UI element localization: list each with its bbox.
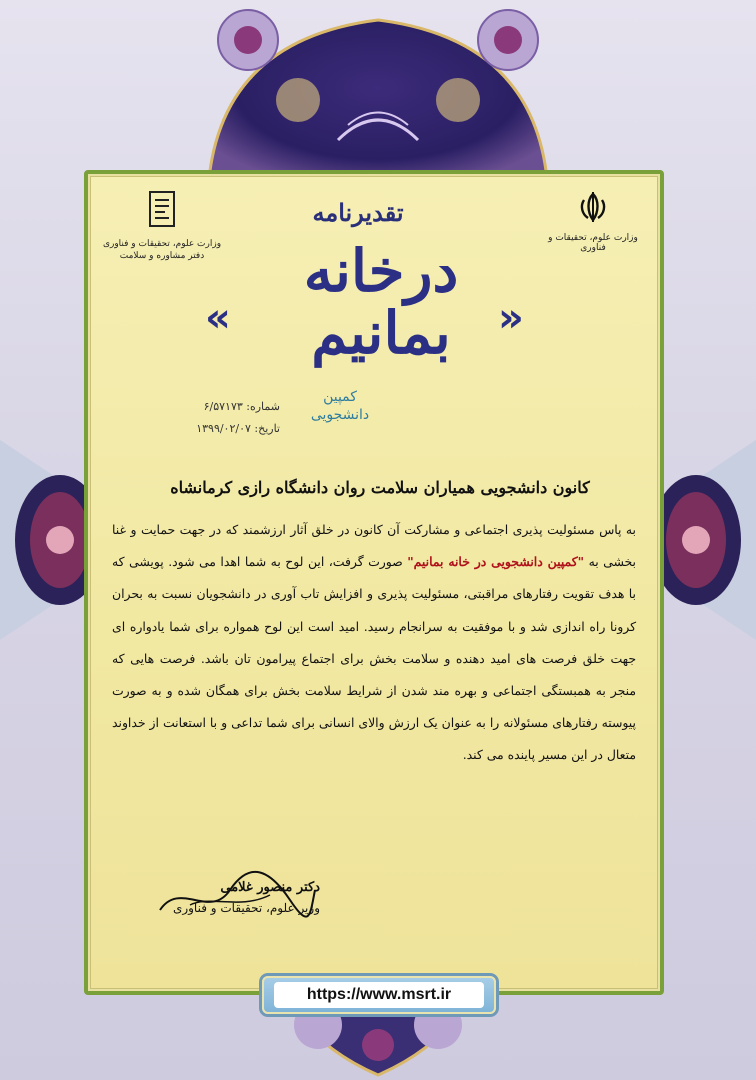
right-guillemet-icon: » — [498, 295, 524, 341]
campaign-label — [285, 388, 395, 424]
signatory-role: وزیر علوم، تحقیقات و فناوری — [172, 901, 320, 915]
letter-body — [112, 514, 636, 772]
iran-emblem-icon — [576, 190, 610, 224]
left-office-name: دفتر مشاوره و سلامت — [119, 251, 205, 261]
website-banner — [262, 976, 496, 1014]
body-text-part1: به پاس مسئولیت پذیری اجتماعی و مشارکت آن کانون در خلق آثار ارزشمند که در جهت حمایت و غنا بخشی به — [112, 522, 637, 570]
campaign-main-title: درخانه بمانیم — [303, 237, 459, 367]
signatory-name: دکتر منصور غلامی — [220, 880, 320, 895]
right-ministry-name: وزارت علوم، تحقیقات و فناوری — [548, 233, 638, 253]
health-office-logo-icon — [147, 190, 177, 230]
recipient-line: کانون دانشجویی همیاران سلامت روان دانشگاه رازی کرمانشاه — [170, 478, 590, 497]
letter-number: شماره: ۶/۵۷۱۷۳ — [203, 400, 280, 413]
campaign-label-line2: دانشجویی — [310, 407, 370, 423]
left-ministry-name: وزارت علوم، تحقیقات و فناوری — [102, 239, 222, 249]
left-guillemet-icon: « — [205, 295, 231, 341]
letter-meta — [160, 396, 280, 440]
header-right-block — [538, 190, 648, 253]
body-campaign-highlight: "کمپین دانشجویی در خانه بمانیم" — [407, 554, 585, 570]
certificate-tagline: تقدیرنامه — [312, 198, 404, 227]
body-text-part2: صورت گرفت، این لوح به شما اهدا می شود. پویشی که با هدف تقویت رفتارهای مراقبتی، مسئولیت پذیری و افزایش تاب آوری در دانشجویان نسبت به بحران کرونا راه اندازی شد و با موفقیت به سرانجام رسید. امید است این لوح همواره برای شما یادواره ای جهت خلق فرصت های امید دهنده و سلامت بخش برای اجتماع پیرامون تان باشد. فرصت هایی که منجر به همبستگی اجتماعی و بهره مند شدن از شرایط سلامت بخش برای همگان شده و به صورت پیوسته رفتارهای مسئولانه را به عنوان یک ارزش والای انسانی برای شما تداعی و با استعانت از خداوند متعال در این مسیر پاینده می کند. — [112, 554, 636, 763]
header-left-block — [102, 190, 222, 262]
handwritten-signature — [150, 860, 320, 930]
letter-date: تاریخ: ۱۳۹۹/۰۲/۰۷ — [196, 422, 280, 435]
campaign-label-line1: کمپین — [323, 389, 357, 405]
signature-block — [150, 860, 320, 915]
website-url[interactable]: https://www.msrt.ir — [274, 982, 484, 1008]
